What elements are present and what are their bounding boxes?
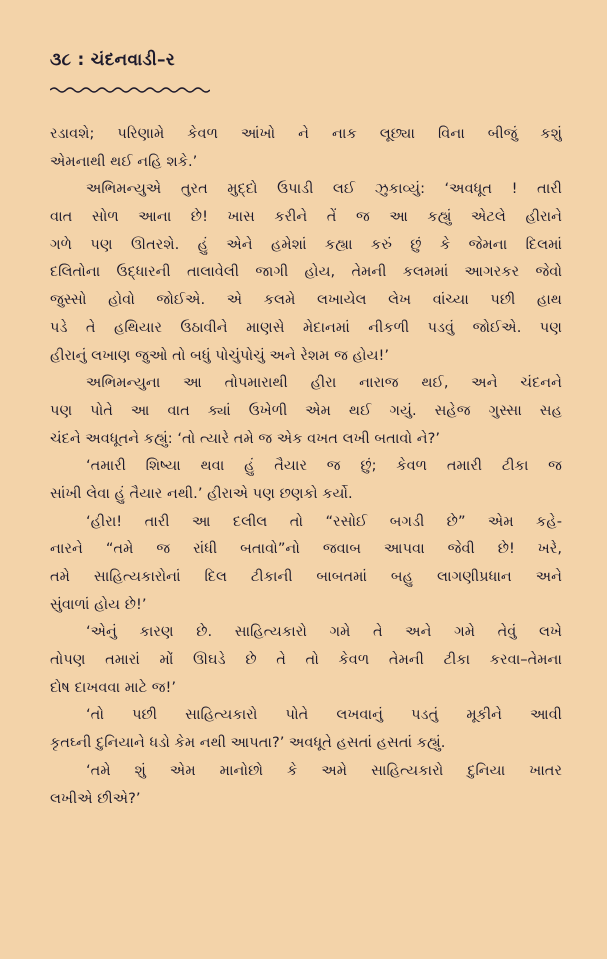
text-line: પડે તે હથિયાર ઉઠાવીને માણસે મેદાનમાં નીકળી પડવું જોઈએ. પણ [50, 318, 562, 336]
header-decorative-rule [50, 86, 210, 94]
text-line: પણ પોતે આ વાત ક્યાં ઉખેળી એમ થઈ ગયું. સહેજ ગુસ્સા સહ [50, 401, 562, 419]
text-line: લખીએ છીએ?’ [50, 789, 141, 807]
text-line: ‘એનું કારણ છે. સાહિત્યકારો ગમે તે અને ગમે તેવું લખે [86, 623, 562, 641]
text-line: કૃતઘ્ની દુનિયાને ધડો કેમ નથી આપતા?’ અવધૂતે હસતાં હસતાં કહ્યું. [50, 734, 446, 752]
text-line: ચંદને અવધૂતને કહ્યું: ‘તો ત્યારે તમે જ એક વખત લખી બતાવો ને?’ [50, 429, 441, 447]
text-line: સુંવાળાં હોય છે!’ [50, 595, 147, 613]
text-line: નારને “તમે જ રાંધી બતાવો”નો જવાબ આપવા જેવી છે! ખરે, [50, 540, 562, 558]
text-line: અભિમન્યુએ તુરત મુદ્દો ઉપાડી લઈ ઝુકાવ્યું: ‘અવધૂત ! તારી [86, 180, 562, 198]
text-line: તોપણ તમારાં મોં ઊઘડે છે તે તો કેવળ તેમની ટીકા કરવા–તેમના [50, 651, 562, 669]
page-header: ૩૮ : ચંદનવાડી–ર [50, 50, 175, 70]
text-line: ‘તમે શું એમ માનોછો કે અમે સાહિત્યકારો દુનિયા ખાતર [86, 761, 562, 779]
text-line: વાત સોળ આના છે! ખાસ કરીને તેં જ આ કહ્યું એટલે હીરાને [50, 208, 562, 226]
body-text [50, 120, 562, 812]
text-line: ‘તમારી શિષ્યા થવા હું તૈયાર જ છું; કેવળ તમારી ટીકા જ [86, 457, 562, 475]
text-line: ગળે પણ ઊતરશે. હું એને હમેશાં કહ્યા કરું છું કે જેમના દિલમાં [50, 235, 562, 253]
text-line: દલિતોના ઉદ્ધારની તાલાવેલી જાગી હોય, તેમની કલમમાં આગરકર જેવો [50, 263, 562, 281]
text-line: ‘હીરા! તારી આ દલીલ તો “રસોઈ બગડી છે” એમ કહે- [86, 512, 562, 530]
text-line: એમનાથી થઈ નહિ શકે.’ [50, 152, 198, 170]
text-line: ‘તો પછી સાહિત્યકારો પોતે લખવાનું પડતું મૂકીને આવી [86, 706, 562, 724]
text-line: તમે સાહિત્યકારોનાં દિલ ટીકાની બાબતમાં બહુ લાગણીપ્રધાન અને [50, 568, 562, 585]
text-line: જુસ્સો હોવો જોઈએ. એ કલમે લખાયેલ લેખ વાંચ્યા પછી હાથ [50, 291, 562, 309]
text-line: હીરાનું લખાણ જુઓ તો બધું પોચુંપોચું અને રેશમ જ હોય!’ [50, 346, 390, 364]
text-line: રડાવશે; પરિણામે કેવળ આંખો ને નાક લૂછ્યા વિના બીજું કશું [50, 125, 562, 142]
text-line: અભિમન્યુના આ તોપમારાથી હીરા નારાજ થઈ, અને ચંદનને [86, 374, 562, 392]
text-line: સાંખી લેવા હું તૈયાર નથી.’ હીરાએ પણ છણકો કર્યો. [50, 484, 353, 502]
text-line: દોષ દાખવવા માટે જ!’ [50, 678, 177, 696]
